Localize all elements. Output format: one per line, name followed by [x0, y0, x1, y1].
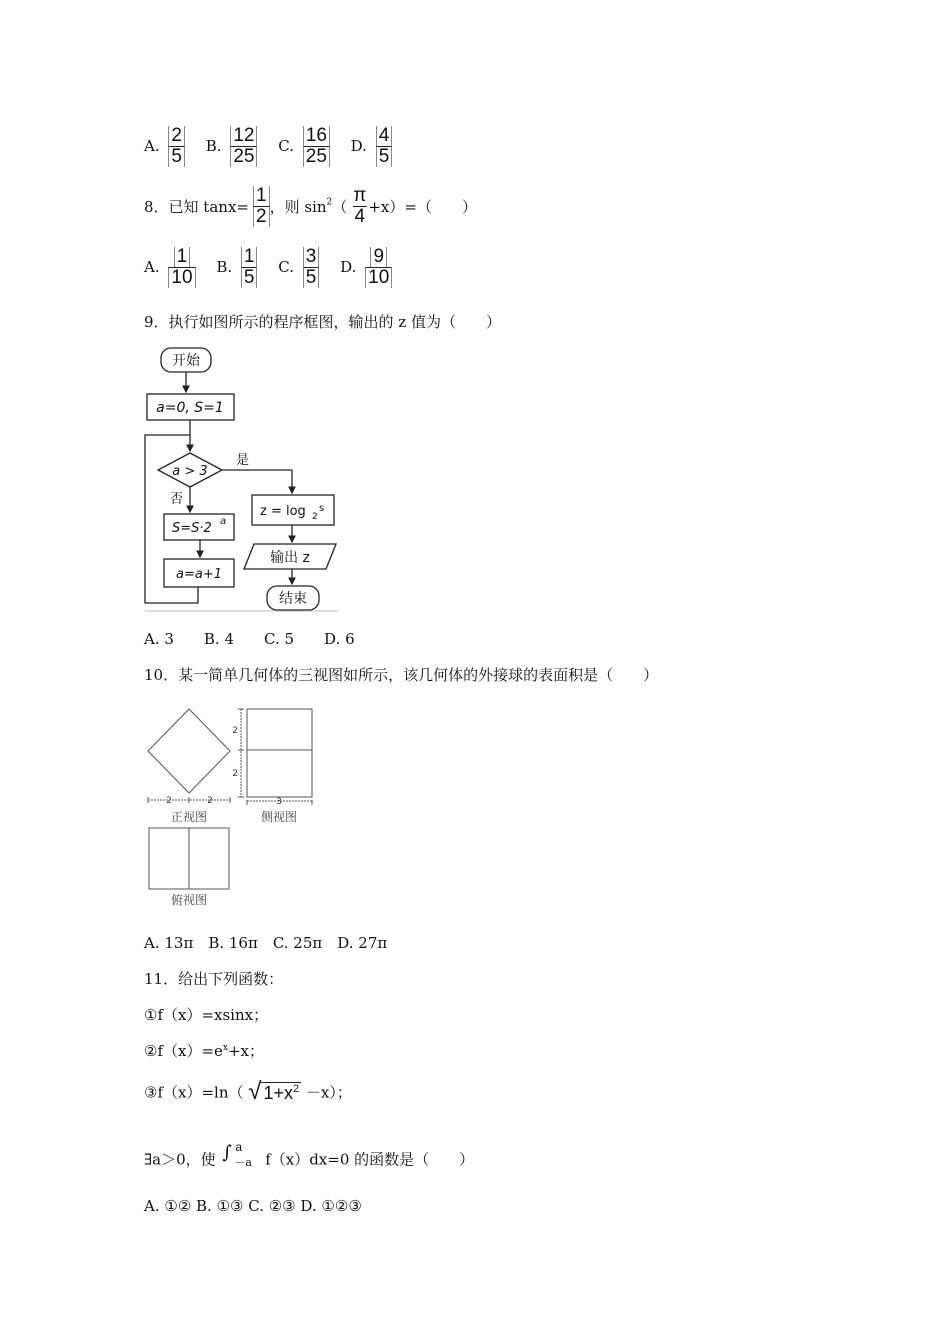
q11-function-3: ③f（x）=ln（ √ $1+x^2 -x$）； [144, 1078, 352, 1105]
q7-options [144, 126, 408, 167]
q11-function-1: ①f（x）=xsinx； [144, 1006, 269, 1024]
update-s-sup: a [220, 516, 227, 527]
q9-flowchart [144, 343, 339, 613]
dim-label: 2 [232, 726, 238, 736]
output-label: 输出 z [270, 550, 310, 566]
fraction: $\frac{\pi}{4}$ [353, 185, 367, 227]
start-label: 开始 [172, 353, 200, 369]
compute-z-sub: 2 [312, 512, 318, 522]
q11-condition: ∃a＞0，使 ∫ a －a f（x）dx=0 的函数是（ ） [144, 1146, 474, 1172]
sqrt-expression: √ $1+x^2$ [248, 1078, 300, 1105]
compute-z-label: z = log [260, 504, 306, 519]
dim-label: 2 [166, 796, 172, 806]
top-view-label: 俯视图 [170, 893, 208, 907]
integral-expression: ∫ a －a [222, 1140, 252, 1169]
fraction: $\frac{1}{5}$ [241, 247, 258, 288]
condition-label: a > 3 [172, 464, 208, 479]
no-label: 否 [170, 492, 184, 507]
fraction: $\frac{1}{2}$ [253, 186, 270, 227]
q8-option-a[interactable]: A. $\frac{1}{10}$ [144, 247, 196, 288]
dim-label: 2 [207, 796, 213, 806]
fraction: $\frac{9}{10}$ [365, 247, 392, 288]
q9-stem: 9．执行如图所示的程序框图，输出的 z 值为（ ） [144, 313, 501, 331]
q7-option-d[interactable]: D. $\frac{4}{5}$ [351, 126, 393, 167]
q7-option-b[interactable]: B. $\frac{12}{25}$ [206, 126, 258, 167]
update-a-label: a=a+1 [176, 567, 222, 582]
update-s-label: S=S·2 [172, 521, 212, 536]
yes-label: 是 [236, 453, 250, 468]
fraction: $\frac{12}{25}$ [230, 126, 257, 167]
fraction: $\frac{2}{5}$ [168, 126, 185, 167]
front-view-shape [148, 709, 230, 793]
fraction: $\frac{3}{5}$ [303, 247, 320, 288]
q8-option-d[interactable]: D. $\frac{9}{10}$ [340, 247, 392, 288]
compute-z-arg: s [319, 503, 325, 514]
q8-option-b[interactable]: B. $\frac{1}{5}$ [216, 247, 257, 288]
q8-option-c[interactable]: C. $\frac{3}{5}$ [278, 247, 319, 288]
dim-label: 2 [232, 769, 238, 779]
side-view-label: 侧视图 [260, 810, 298, 824]
q11-options[interactable]: A. ①② B. ①③ C. ②③ D. ①②③ [144, 1197, 362, 1215]
q10-stem: 10．某一简单几何体的三视图如所示，该几何体的外接球的表面积是（ ） [144, 666, 659, 684]
fraction: $\frac{4}{5}$ [376, 126, 393, 167]
front-view-label: 正视图 [170, 810, 208, 824]
q11-stem: 11．给出下列函数： [144, 970, 284, 988]
q11-function-2: $②f(x)=e^x+x$； [144, 1042, 265, 1060]
init-label: a=0, S=1 [156, 400, 224, 416]
q9-options[interactable]: A. 3 B. 4 C. 5 D. 6 [144, 630, 355, 648]
end-label: 结束 [279, 591, 307, 607]
fraction: $\frac{1}{10}$ [168, 247, 195, 288]
q10-options[interactable]: A. 13π B. 16π C. 25π D. 27π [144, 934, 388, 952]
side-view-shape [247, 709, 312, 797]
q10-three-views [144, 704, 324, 914]
q8-stem: 8．已知 tanx= $\frac{1}{2}$ ，则 $\sin^2$（ $\frac{\pi}{4}$ +x）=（ ） [144, 185, 477, 227]
dim-label: 3 [276, 797, 282, 807]
q8-options [144, 247, 408, 288]
q7-option-a[interactable]: A. $\frac{2}{5}$ [144, 126, 185, 167]
q7-option-c[interactable]: C. $\frac{16}{25}$ [278, 126, 330, 167]
fraction: $\frac{16}{25}$ [303, 126, 330, 167]
